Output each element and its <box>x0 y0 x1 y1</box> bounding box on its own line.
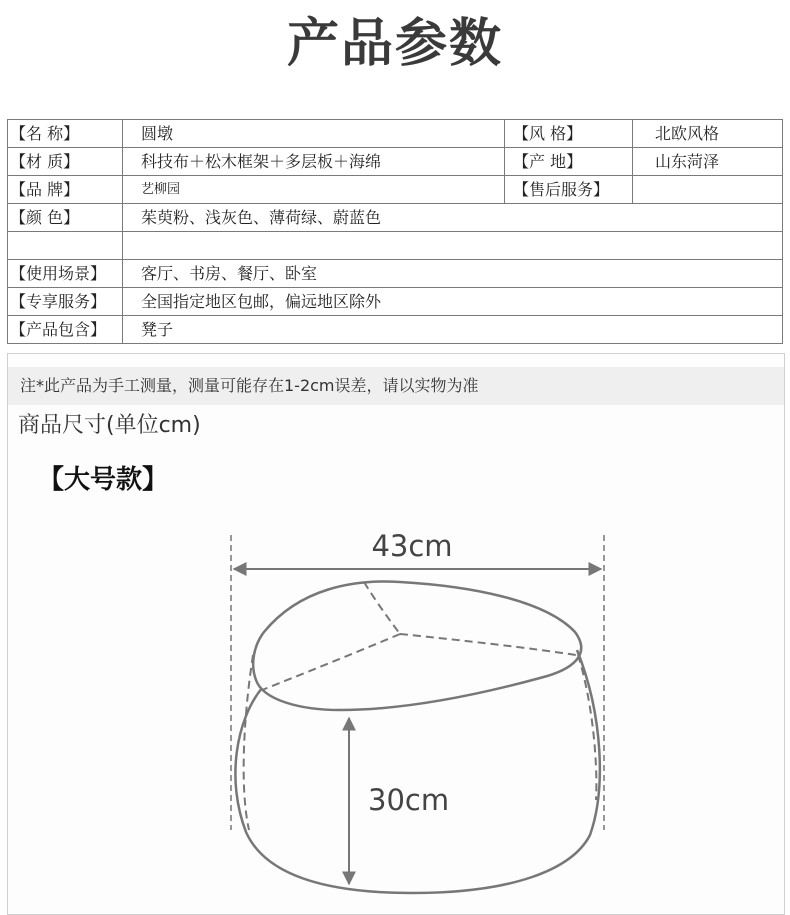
spec-label: 【名 称】 <box>8 120 123 148</box>
size-heading: 商品尺寸(单位cm) <box>18 413 201 438</box>
spec-value: 全国指定地区包邮，偏远地区除外 <box>123 288 783 316</box>
measurement-note: 注*此产品为手工测量，测量可能存在1-2cm误差，请以实物为准 <box>8 367 784 405</box>
spec-label: 【品 牌】 <box>8 176 123 204</box>
spec-label: 【使用场景】 <box>8 260 123 288</box>
spec-value: 凳子 <box>123 316 783 344</box>
spec-value: 圆墩 <box>123 120 505 148</box>
seam-line <box>400 634 576 655</box>
spec-value: 客厅、书房、餐厅、卧室 <box>123 260 783 288</box>
spec-label: 【颜 色】 <box>8 204 123 232</box>
spec-label: 【售后服务】 <box>505 176 633 204</box>
spec-label: 【产 地】 <box>505 148 633 176</box>
spec-value: 山东菏泽 <box>633 148 783 176</box>
seam-line <box>364 582 400 634</box>
seam-line <box>262 634 400 690</box>
height-label: 30cm <box>368 783 450 817</box>
spec-label: 【材 质】 <box>8 148 123 176</box>
spec-value: 艺柳园 <box>123 176 505 204</box>
variant-label: 【大号款】 <box>38 465 169 495</box>
ottoman-top-outline <box>253 581 581 710</box>
spec-label: 【专享服务】 <box>8 288 123 316</box>
page-title: 产品参数 <box>286 14 503 74</box>
width-label: 43cm <box>371 529 453 563</box>
spec-value: 茱萸粉、浅灰色、薄荷绿、蔚蓝色 <box>123 204 783 232</box>
spec-value: 北欧风格 <box>633 120 783 148</box>
spec-label: 【产品包含】 <box>8 316 123 344</box>
spec-value: 科技布＋松木框架＋多层板＋海绵 <box>123 148 505 176</box>
spec-label: 【风 格】 <box>505 120 633 148</box>
ottoman-body-outline <box>235 650 599 893</box>
seam-line <box>244 655 253 830</box>
